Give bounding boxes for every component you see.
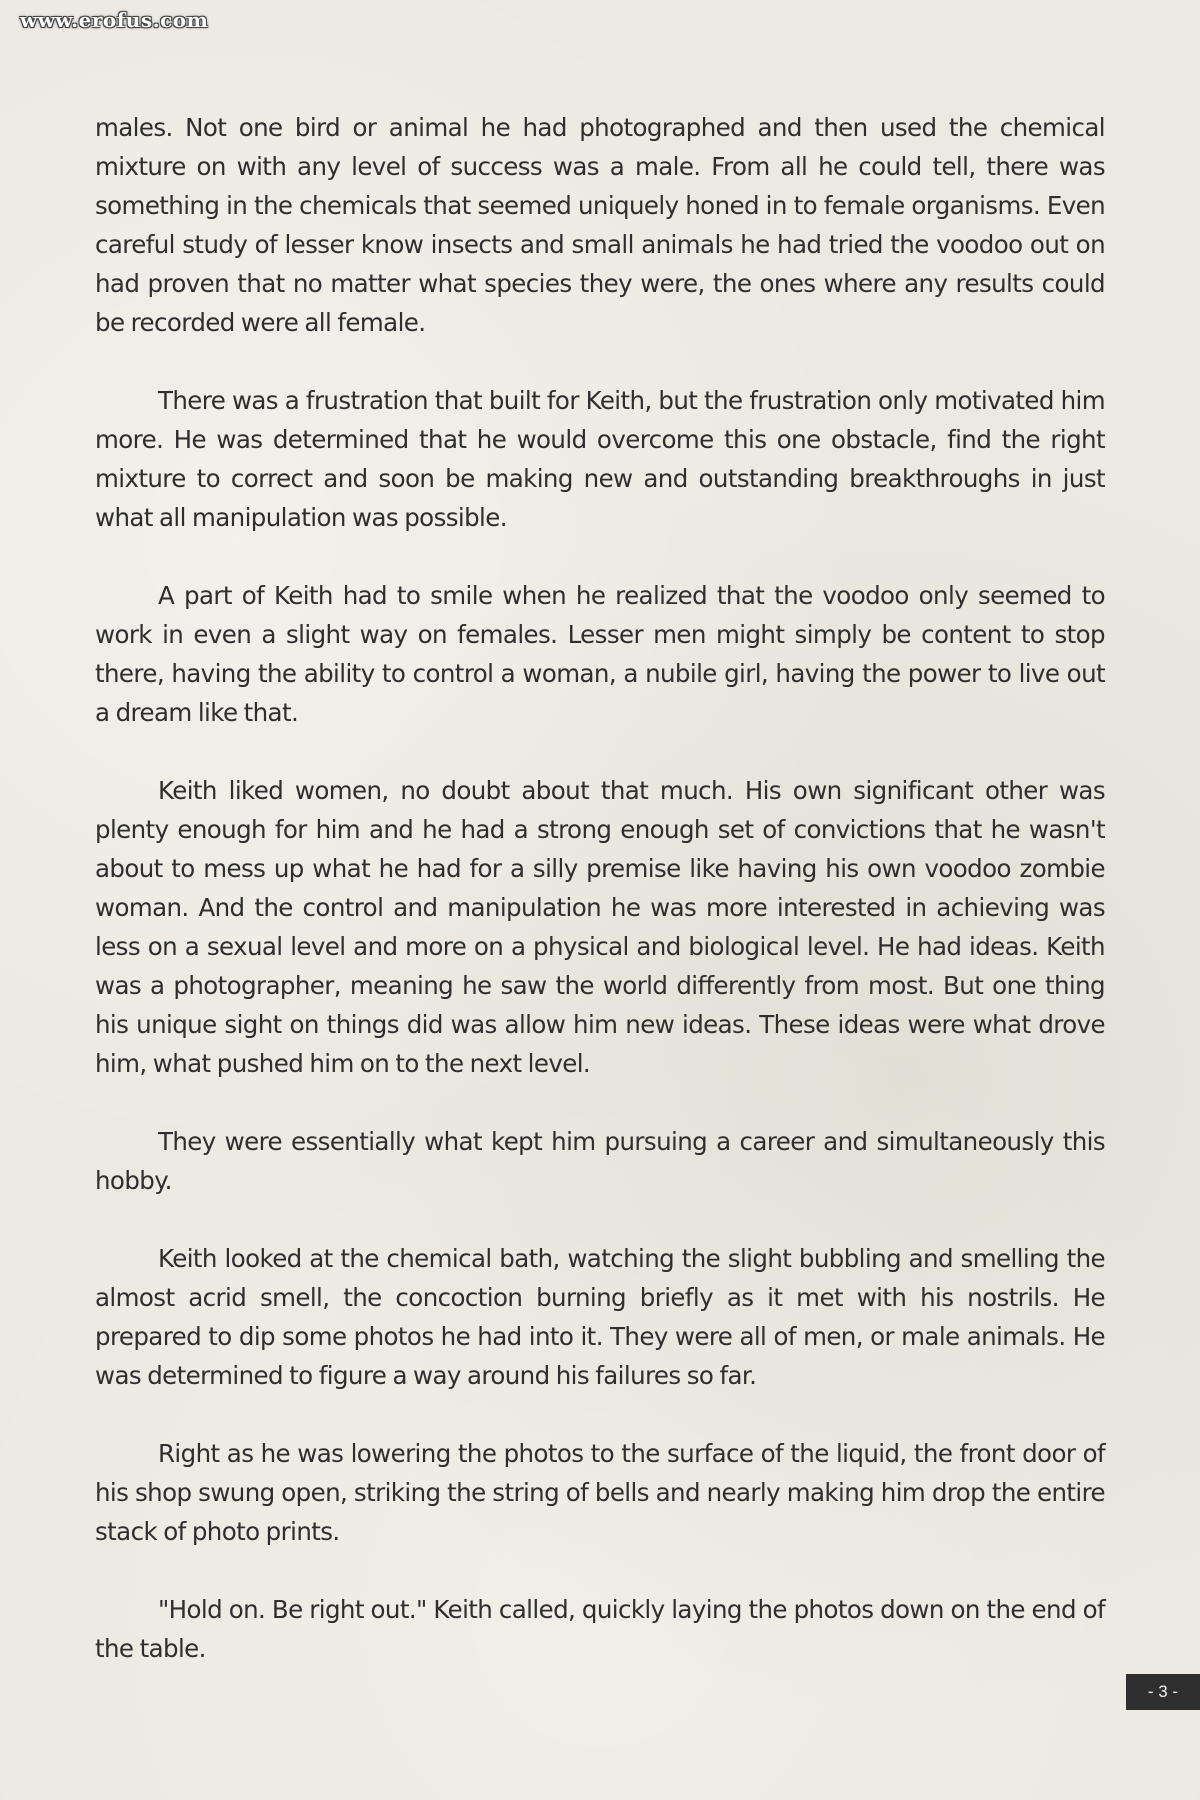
paragraph-8: "Hold on. Be right out." Keith called, quickly laying the photos down on the end of the table. bbox=[95, 1595, 1105, 1663]
paragraph-3: A part of Keith had to smile when he realized that the voodoo only seemed to work in even a slight way on females. Lesser men might simply be content to stop there, having the ability to control a woman, a nubile girl, having the power to live out a dream like that. bbox=[95, 581, 1105, 727]
page-body bbox=[95, 108, 1105, 1707]
watermark-text: www.erofus.com bbox=[20, 8, 209, 32]
paragraph-6: Keith looked at the chemical bath, watching the slight bubbling and smelling the almost acrid smell, the concoction burning briefly as it met with his nostrils. He prepared to dip some photos he had into it. They were all of men, or male animals. He was determined to figure a way around his failures so far. bbox=[95, 1244, 1105, 1390]
paragraph-5: They were essentially what kept him pursuing a career and simultaneously this hobby. bbox=[95, 1127, 1105, 1195]
page-number-tab: - 3 - bbox=[1126, 1674, 1200, 1710]
paragraph-1: males. Not one bird or animal he had photographed and then used the chemical mixture on with any level of success was a male. From all he could tell, there was something in the chemicals that seemed uniquely honed in to female organisms. Even careful study of lesser know insects and small animals he had tried the voodoo out on had proven that no matter what species they were, the ones where any results could be recorded were all female. bbox=[95, 113, 1105, 337]
paragraph-4: Keith liked women, no doubt about that much. His own significant other was plenty enough for him and he had a strong enough set of convictions that he wasn't about to mess up what he had for a silly premise like having his own voodoo zombie woman. And the control and manipulation he was more interested in achieving was less on a sexual level and more on a physical and biological level. He had ideas. Keith was a photographer, meaning he saw the world differently from most. But one thing his unique sight on things did was allow him new ideas. These ideas were what drove him, what pushed him on to the next level. bbox=[95, 776, 1105, 1078]
paragraph-7: Right as he was lowering the photos to the surface of the liquid, the front door of his shop swung open, striking the string of bells and nearly making him drop the entire stack of photo prints. bbox=[95, 1439, 1105, 1546]
paragraph-2: There was a frustration that built for Keith, but the frustration only motivated him more. He was determined that he would overcome this one obstacle, find the right mixture to correct and soon be making new and outstanding breakthroughs in just what all manipulation was possible. bbox=[95, 386, 1105, 532]
